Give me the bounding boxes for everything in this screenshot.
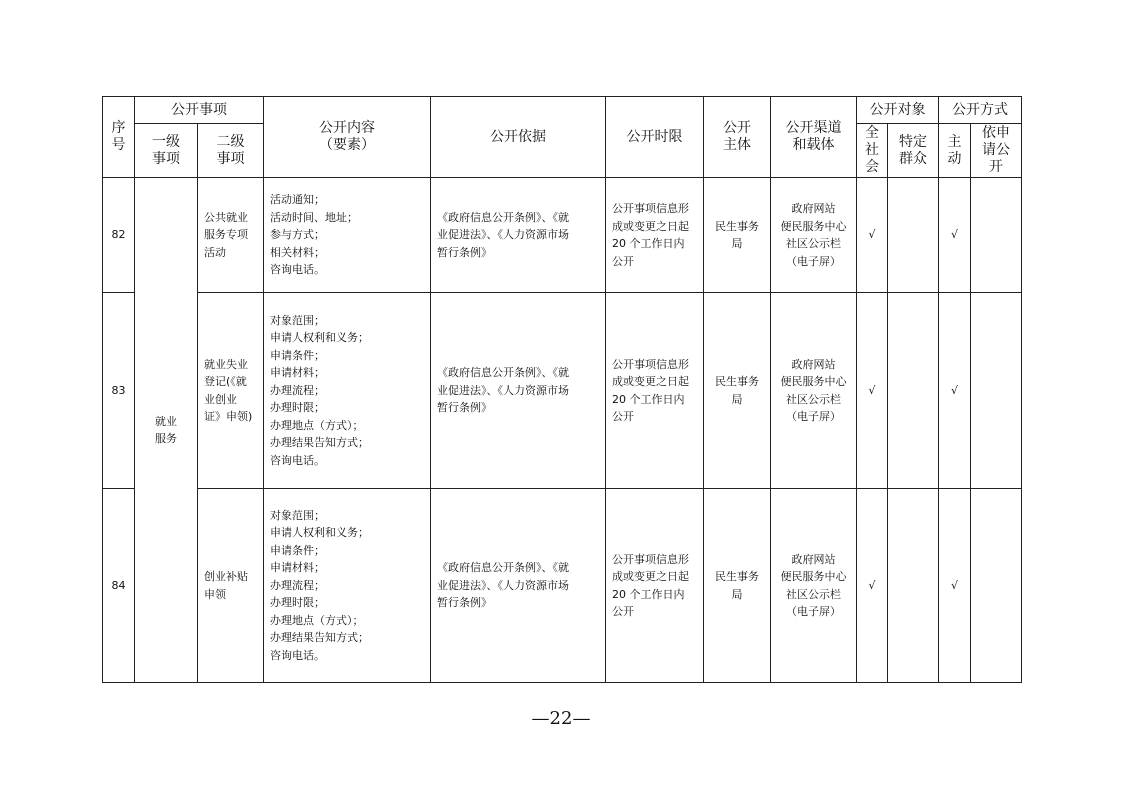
cell-level2: 公共就业 服务专项 活动: [198, 178, 264, 293]
cell-level2: 创业补贴 申领: [198, 489, 264, 683]
cell-time-limit: 公开事项信息形 成或变更之日起 20 个工作日内 公开: [606, 178, 704, 293]
header-level1: 一级 事项: [135, 124, 198, 178]
header-target-group: 公开对象: [857, 97, 939, 124]
cell-content: 活动通知； 活动时间、地址； 参与方式； 相关材料； 咨询电话。: [264, 178, 431, 293]
header-time-limit: 公开时限: [606, 97, 704, 178]
cell-all-society: √: [857, 489, 888, 683]
cell-content: 对象范围； 申请人权利和义务； 申请条件； 申请材料； 办理流程； 办理时限； 办理地点（方式）； 办理结果告知方式； 咨询电话。: [264, 489, 431, 683]
cell-seq: 83: [103, 293, 135, 489]
header-on-request: 依申 请公 开: [971, 124, 1022, 178]
table-row: [103, 489, 1022, 683]
header-active: 主 动: [939, 124, 971, 178]
cell-on-request: [971, 178, 1022, 293]
cell-basis: 《政府信息公开条例》、《就 业促进法》、《人力资源市场 暂行条例》: [431, 293, 606, 489]
cell-time-limit: 公开事项信息形 成或变更之日起 20 个工作日内 公开: [606, 489, 704, 683]
cell-level2: 就业失业 登记(《就 业创业 证》申领): [198, 293, 264, 489]
cell-all-society: √: [857, 178, 888, 293]
cell-specific-group: [888, 178, 939, 293]
cell-time-limit: 公开事项信息形 成或变更之日起 20 个工作日内 公开: [606, 293, 704, 489]
cell-seq: 82: [103, 178, 135, 293]
cell-subject: 民生事务 局: [704, 178, 771, 293]
disclosure-table: [102, 96, 1022, 683]
header-specific-group: 特定 群众: [888, 124, 939, 178]
header-seq: 序 号: [103, 97, 135, 178]
header-channel: 公开渠道 和载体: [771, 97, 857, 178]
cell-subject: 民生事务 局: [704, 489, 771, 683]
cell-content: 对象范围； 申请人权利和义务； 申请条件； 申请材料； 办理流程； 办理时限； 办理地点（方式）； 办理结果告知方式； 咨询电话。: [264, 293, 431, 489]
cell-channel: 政府网站 便民服务中心 社区公示栏 （电子屏）: [771, 489, 857, 683]
table-row: [103, 293, 1022, 489]
table-row: [103, 178, 1022, 293]
cell-channel: 政府网站 便民服务中心 社区公示栏 （电子屏）: [771, 178, 857, 293]
cell-basis: 《政府信息公开条例》、《就 业促进法》、《人力资源市场 暂行条例》: [431, 489, 606, 683]
cell-active: √: [939, 489, 971, 683]
header-method-group: 公开方式: [939, 97, 1022, 124]
header-basis: 公开依据: [431, 97, 606, 178]
cell-level1: 就业 服务: [135, 178, 198, 683]
cell-on-request: [971, 293, 1022, 489]
header-subject: 公开 主体: [704, 97, 771, 178]
header-content: 公开内容 （要素）: [264, 97, 431, 178]
page-number: —22—: [531, 708, 591, 729]
cell-all-society: √: [857, 293, 888, 489]
header-all-society: 全 社 会: [857, 124, 888, 178]
cell-active: √: [939, 293, 971, 489]
cell-active: √: [939, 178, 971, 293]
cell-basis: 《政府信息公开条例》、《就 业促进法》、《人力资源市场 暂行条例》: [431, 178, 606, 293]
cell-seq: 84: [103, 489, 135, 683]
cell-channel: 政府网站 便民服务中心 社区公示栏 （电子屏）: [771, 293, 857, 489]
cell-subject: 民生事务 局: [704, 293, 771, 489]
header-level2: 二级 事项: [198, 124, 264, 178]
cell-specific-group: [888, 489, 939, 683]
header-matter-group: 公开事项: [135, 97, 264, 124]
cell-on-request: [971, 489, 1022, 683]
cell-specific-group: [888, 293, 939, 489]
